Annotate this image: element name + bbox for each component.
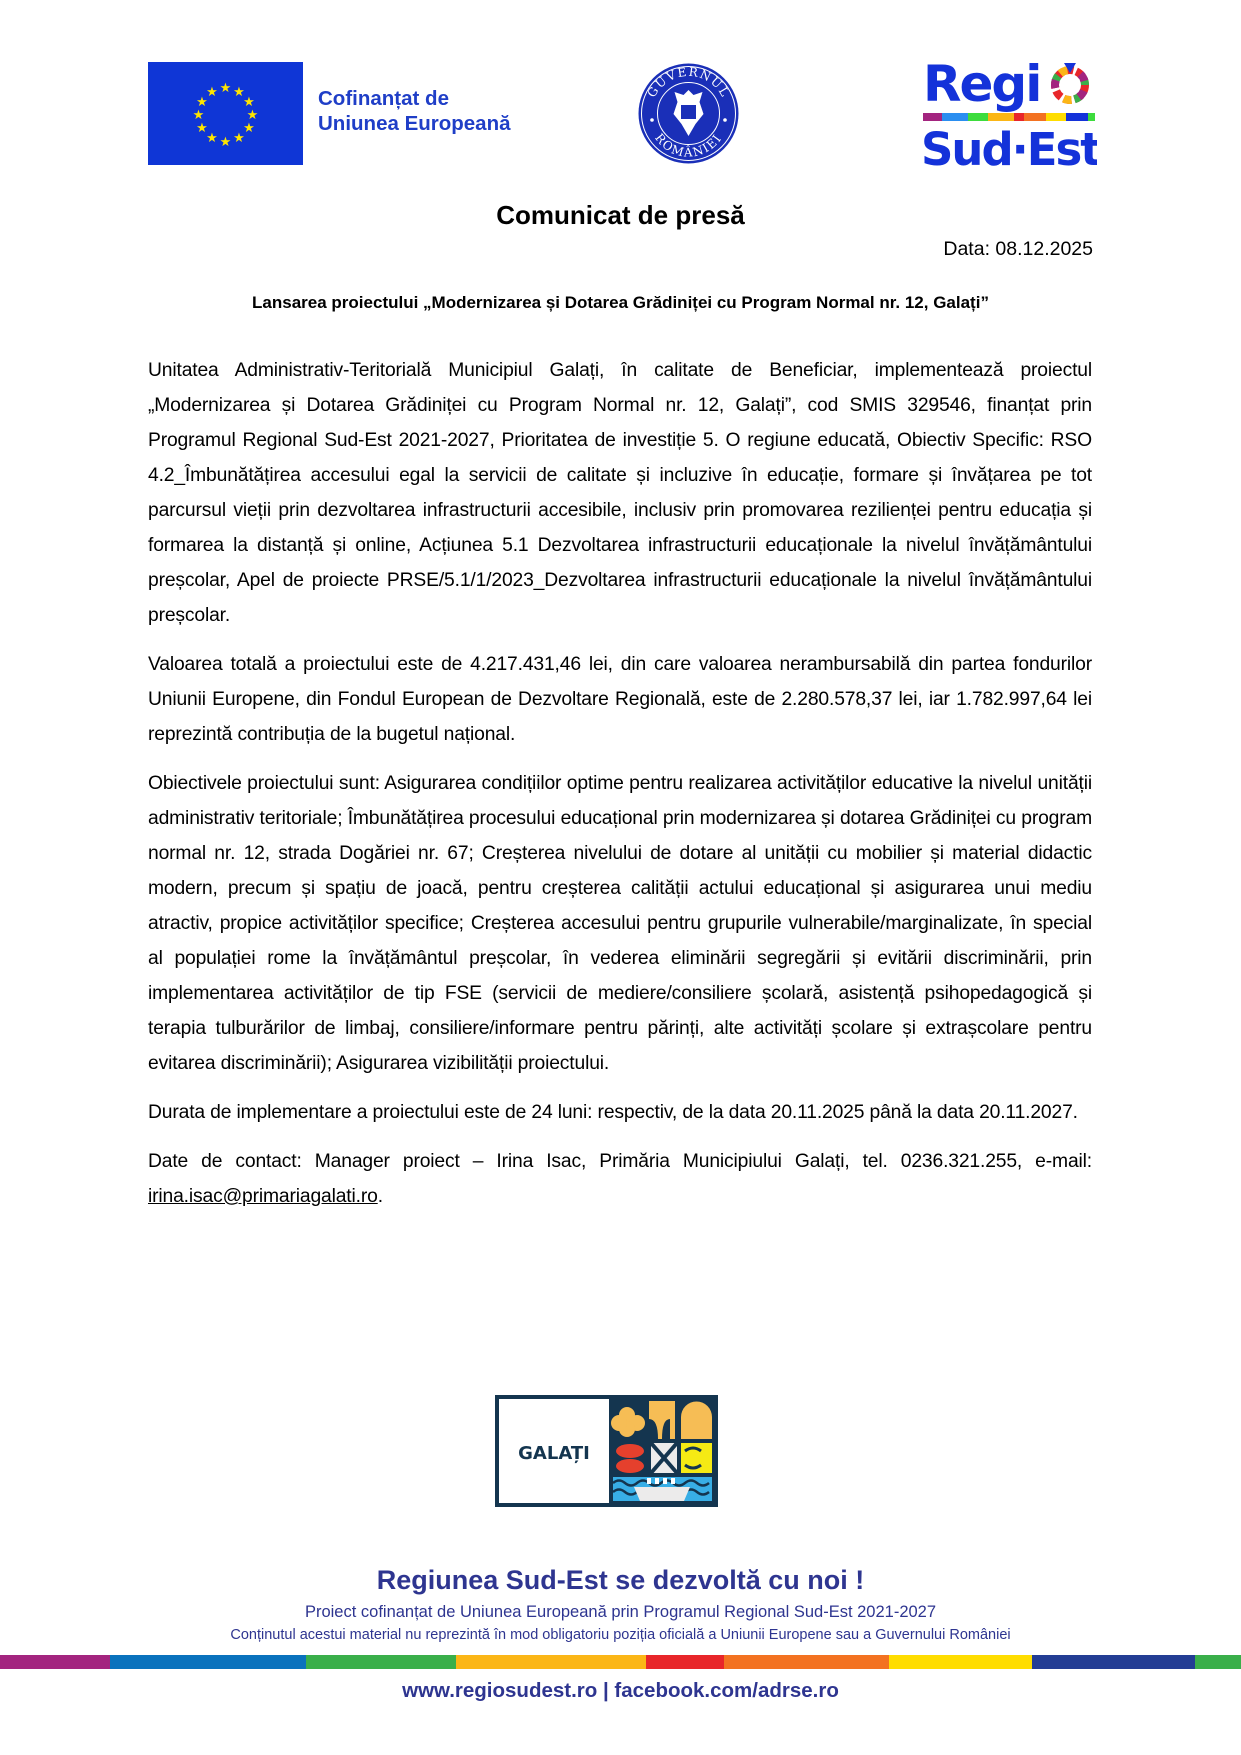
- svg-text:★: ★: [206, 131, 218, 146]
- svg-text:★: ★: [206, 85, 218, 100]
- stripe-segment: [889, 1655, 1032, 1669]
- svg-text:★: ★: [219, 135, 232, 150]
- footer-slogan: Regiunea Sud-Est se dezvoltă cu noi !: [376, 1565, 865, 1595]
- regio-sud-est-logo-icon: [921, 57, 1097, 169]
- svg-text:Regi: Regi: [923, 57, 1041, 113]
- paragraph-contact: [148, 1144, 1092, 1214]
- paragraph-project-duration: Durata de implementare a proiectului este de 24 luni: respectiv, de la data 20.11.2025 până la data 20.11.2027.: [148, 1102, 1078, 1123]
- svg-text:GALAȚI: GALAȚI: [518, 1443, 590, 1464]
- svg-text:★: ★: [233, 131, 245, 146]
- svg-text:★: ★: [243, 121, 255, 136]
- footer-disclaimer: Conținutul acestui material nu reprezintă în mod obligatoriu poziția oficială a Uniunii Europene sau a Guvernului României: [230, 1627, 1011, 1643]
- stripe-segment: [110, 1655, 306, 1669]
- footer-color-stripe: [0, 1655, 1241, 1669]
- svg-text:★: ★: [246, 108, 259, 123]
- galati-city-logo-icon: [495, 1395, 718, 1507]
- paragraph-project-description: Unitatea Administrativ-Teritorială Municipiul Galați, în calitate de Beneficiar, implementează proiectul „Modernizarea și Dotarea Grădiniței cu Program Normal nr. 12, Galați”, cod SMIS 329546, finanțat prin Programul Regional Sud-Est 2021-2027, Prioritatea de investiție 5. O regiune educată, Obiectiv Specific: RSO 4.2_Îmbunătățirea accesului egal la servicii de calitate și incluzive în educație, formare și învățarea pe tot parcursul vieții prin dezvoltarea infrastructurii accesibile, inclusiv prin promovarea rezilienței pentru educația și formarea la distanță și online, Acțiunea 5.1 Dezvoltarea infrastructurii educaționale la nivelul învățământului preșcolar, Apel de proiecte PRSE/5.1/1/2023_Dezvoltarea infrastructurii educaționale la nivelul învățământului preșcolar.: [148, 360, 1092, 626]
- stripe-segment: [1195, 1655, 1241, 1669]
- svg-text:★: ★: [192, 108, 205, 123]
- footer-cofinancing-note: Proiect cofinanțat de Uniunea Europeană prin Programul Regional Sud-Est 2021-2027: [304, 1603, 937, 1621]
- eu-flag-icon: [148, 62, 303, 165]
- stripe-segment: [306, 1655, 456, 1669]
- guvernul-romaniei-seal-icon: [637, 62, 740, 165]
- svg-text:Sud·Est: Sud·Est: [921, 123, 1097, 169]
- svg-text:★: ★: [219, 81, 232, 96]
- eu-text-line2: Uniunea Europeană: [318, 112, 511, 135]
- eu-text-line1: Cofinanțat de: [318, 87, 449, 110]
- stripe-segment: [724, 1655, 889, 1669]
- eu-cofinanced-label: [318, 86, 511, 136]
- stripe-segment: [646, 1655, 724, 1669]
- svg-text:★: ★: [233, 85, 245, 100]
- contact-text: Date de contact: Manager proiect – Irina Isac, Primăria Municipiului Galați, tel. 0236.321.255, e-mail:: [148, 1151, 1092, 1172]
- stripe-segment: [456, 1655, 646, 1669]
- svg-text:ROMÂNIEI: ROMÂNIEI: [652, 130, 725, 160]
- stripe-segment: [1032, 1655, 1195, 1669]
- svg-text:★: ★: [196, 95, 208, 110]
- svg-text:GUVERNUL: GUVERNUL: [644, 64, 733, 100]
- contact-suffix: .: [377, 1186, 383, 1207]
- paragraph-project-value: Valoarea totală a proiectului este de 4.217.431,46 lei, din care valoarea nerambursabilă din partea fondurilor Uniunii Europene, din Fondul European de Dezvoltare Regională, este de 2.280.578,37 lei, iar 1.782.997,64 lei reprezintă contribuția de la bugetul național.: [148, 654, 1092, 745]
- stripe-segment: [0, 1655, 110, 1669]
- svg-text:★: ★: [196, 121, 208, 136]
- page-title: Comunicat de presă: [496, 200, 745, 230]
- svg-text:★: ★: [243, 95, 255, 110]
- press-release-subtitle: Lansarea proiectului „Modernizarea și Dotarea Grădiniței cu Program Normal nr. 12, Galați”: [252, 293, 989, 312]
- press-release-body: [148, 353, 1092, 1228]
- contact-email-link[interactable]: irina.isac@primariagalati.ro: [148, 1186, 378, 1207]
- footer-web-links[interactable]: www.regiosudest.ro | facebook.com/adrse.ro: [402, 1679, 839, 1702]
- press-release-date: Data: 08.12.2025: [943, 238, 1093, 260]
- paragraph-project-objectives: Obiectivele proiectului sunt: Asigurarea condițiilor optime pentru realizarea activităților educative la nivelul unității administrativ teritoriale; Îmbunătățirea procesului educațional prin modernizarea și dotarea Grădiniței cu program normal nr. 12, strada Dogăriei nr. 67; Creșterea nivelului de dotare al unității cu mobilier și material didactic modern, precum și spațiu de joacă, pentru creșterea calității actului educațional și asigurarea unui mediu atractiv, propice activităților specifice; Creșterea accesului pentru grupurile vulnerabile/marginalizate, în special al populației rome la învățământul preșcolar, în vederea eliminării segregării și evitării discriminării, prin implementarea activităților de tip FSE (servicii de mediere/consiliere școlară, asistență psihopedagogică și terapia tulburărilor de limbaj, consiliere/informare pentru părinți, alte activități școlare și extrașcolare pentru evitarea discriminării); Asigurarea vizibilității proiectului.: [148, 773, 1092, 1074]
